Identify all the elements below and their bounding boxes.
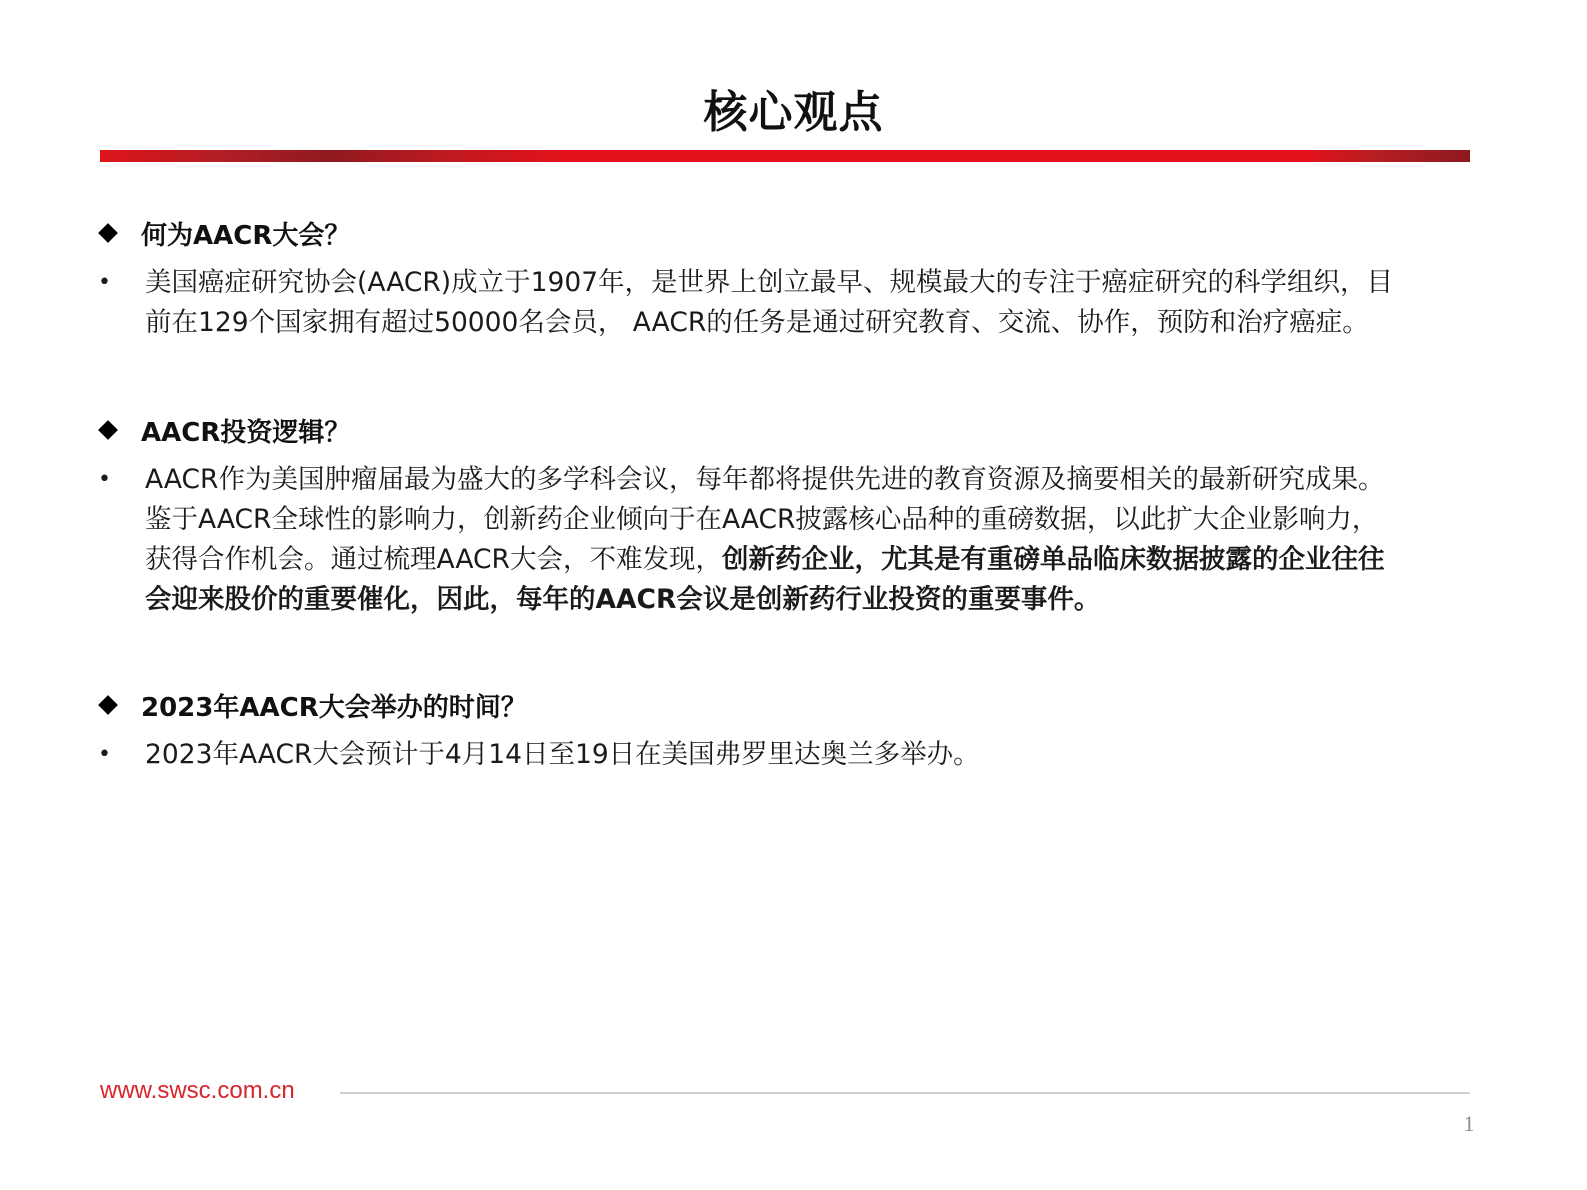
section-heading xyxy=(97,410,1477,450)
footer-url-link[interactable]: www.swsc.com.cn xyxy=(100,1077,295,1104)
diamond-bullet-icon xyxy=(98,695,118,715)
bullet-item xyxy=(97,735,1477,775)
section-heading-text: AACR投资逻辑？ xyxy=(141,417,351,448)
bullet-dot-icon: • xyxy=(98,742,111,767)
section-2023-schedule xyxy=(97,685,1477,775)
bullet-text-regular: AACR作为美国肿瘤届最为盛大的多学科会议，每年都将提供先进的教育资源及摘要相关的最新研究成果。 鉴于AACR全球性的影响力，创新药企业倾向于在AACR披露核心品种的重磅数据，以此扩大企业影响力， 获得合作机会。通过梳理AACR大会，不难发现， xyxy=(145,464,1385,575)
section-heading-text: 何为AACR大会？ xyxy=(141,220,351,251)
page-title: 核心观点 xyxy=(703,87,884,138)
bullet-dot-icon: • xyxy=(98,467,111,492)
bullet-text: 美国癌症研究协会(AACR)成立于1907年，是世界上创立最早、规模最大的专注于癌症研究的科学组织，目 前在129个国家拥有超过50000名会员， AACR的任务是通过研究教育、交流、协作，预防和治疗癌症。 xyxy=(145,267,1394,338)
section-investment-logic xyxy=(97,410,1477,620)
bullet-item xyxy=(97,263,1477,343)
bullet-text: 2023年AACR大会预计于4月14日至19日在美国弗罗里达奥兰多举办。 xyxy=(145,739,980,770)
section-heading xyxy=(97,213,1477,253)
section-what-is-aacr xyxy=(97,213,1477,343)
bullet-text-emphasis: 创新药企业，尤其是有重磅单品临床数据披露的企业往往 会迎来股价的重要催化，因此，每年的AACR会议是创新药行业投资的重要事件。 xyxy=(145,544,1385,615)
bullet-text xyxy=(145,460,1477,620)
diamond-bullet-icon xyxy=(98,223,118,243)
section-heading xyxy=(97,685,1477,725)
title-divider-bar xyxy=(100,150,1470,162)
section-heading-text: 2023年AACR大会举办的时间？ xyxy=(141,692,527,723)
bullet-dot-icon: • xyxy=(98,270,111,295)
page-number: 1 xyxy=(1463,1111,1475,1136)
diamond-bullet-icon xyxy=(98,420,118,440)
footer-divider xyxy=(340,1092,1470,1094)
bullet-item xyxy=(97,460,1477,620)
